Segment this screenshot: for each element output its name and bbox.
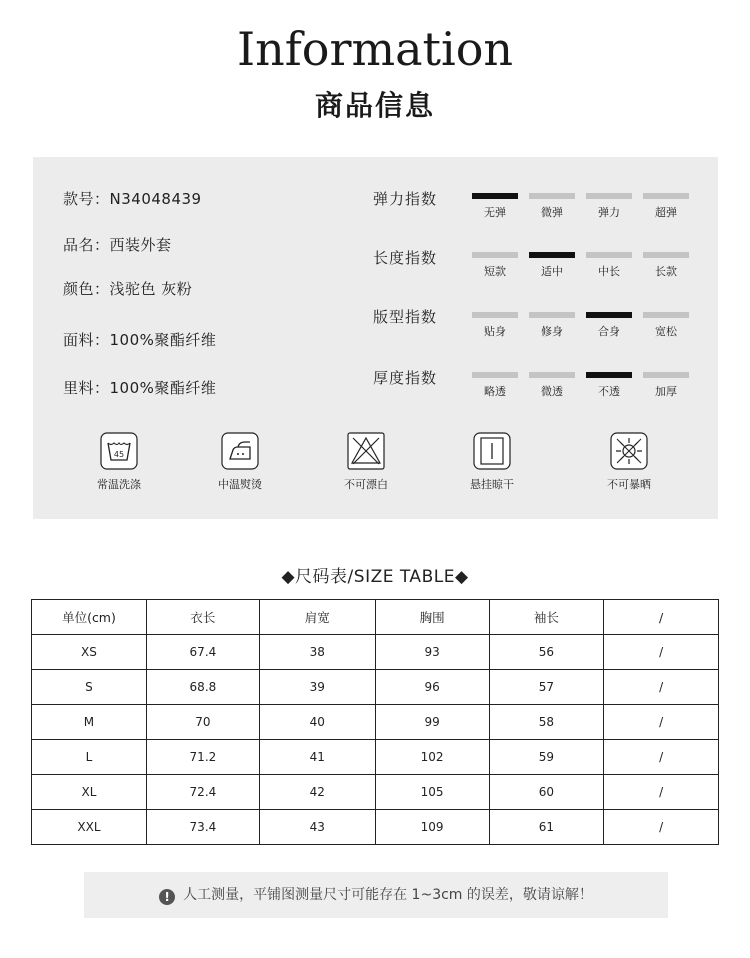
diamond-icon: ◆ [454, 567, 469, 587]
index-option-label: 微弹 [541, 206, 563, 219]
index-bar [472, 193, 518, 199]
table-cell: 39 [259, 670, 375, 705]
index-option-label: 微透 [541, 385, 563, 398]
table-cell: XL [32, 775, 147, 810]
field-color [63, 278, 192, 299]
diamond-icon: ◆ [281, 567, 296, 587]
table-row [32, 775, 719, 810]
elasticity-index-label: 弹力指数 [373, 190, 438, 208]
table-header-cell: / [604, 600, 719, 635]
table-cell: 105 [375, 775, 489, 810]
field-value: N34048439 [109, 190, 202, 208]
field-label: 品名： [63, 236, 110, 254]
index-bar [586, 372, 632, 378]
table-cell: XXL [32, 810, 147, 845]
table-cell: 73.4 [146, 810, 259, 845]
table-cell: 68.8 [146, 670, 259, 705]
index-bar [643, 252, 689, 258]
table-cell: 109 [375, 810, 489, 845]
table-cell: 40 [259, 705, 375, 740]
table-header-cell: 胸围 [375, 600, 489, 635]
index-option-label: 宽松 [655, 325, 677, 338]
field-label: 里料： [63, 379, 110, 397]
care-sun [579, 432, 679, 492]
index-option-label: 略透 [484, 385, 506, 398]
no-bleach-icon [347, 432, 385, 470]
index-bar [472, 372, 518, 378]
size-table-title-text: 尺码表/SIZE TABLE [295, 567, 455, 587]
exclamation-icon: ! [159, 889, 175, 905]
care-label: 中温熨烫 [218, 478, 262, 491]
field-value: 100%聚酯纤维 [109, 331, 217, 349]
index-option-label: 合身 [598, 325, 620, 338]
table-cell: 67.4 [146, 635, 259, 670]
index-bar [643, 312, 689, 318]
field-label: 面料： [63, 331, 110, 349]
index-option-label: 无弹 [484, 206, 506, 219]
field-label: 款号： [63, 190, 110, 208]
fit-index-label: 版型指数 [373, 308, 438, 326]
table-cell: 56 [489, 635, 604, 670]
table-cell: 96 [375, 670, 489, 705]
field-value: 100%聚酯纤维 [109, 379, 217, 397]
care-label: 常温洗涤 [97, 478, 141, 491]
table-cell: 72.4 [146, 775, 259, 810]
index-bar [586, 193, 632, 199]
table-cell: / [604, 635, 719, 670]
index-bar [472, 252, 518, 258]
care-label: 悬挂晾干 [470, 478, 514, 491]
table-cell: / [604, 775, 719, 810]
table-header-cell: 肩宽 [259, 600, 375, 635]
index-bar [529, 193, 575, 199]
field-label: 颜色： [63, 280, 110, 298]
table-cell: S [32, 670, 147, 705]
index-bar [643, 193, 689, 199]
table-cell: 57 [489, 670, 604, 705]
index-bar [643, 372, 689, 378]
index-bar [529, 252, 575, 258]
table-cell: 61 [489, 810, 604, 845]
hang-dry-icon [473, 432, 511, 470]
table-cell: 102 [375, 740, 489, 775]
wash-temp: 45 [113, 450, 125, 459]
index-option-label: 不透 [598, 385, 620, 398]
table-cell: 43 [259, 810, 375, 845]
size-table-title [0, 562, 750, 587]
index-bar [529, 372, 575, 378]
wash-45-icon [100, 432, 138, 470]
table-row [32, 810, 719, 845]
field-product-name [63, 234, 172, 255]
table-cell: 60 [489, 775, 604, 810]
index-bar [586, 312, 632, 318]
index-option-label: 加厚 [655, 385, 677, 398]
table-cell: XS [32, 635, 147, 670]
table-cell: / [604, 810, 719, 845]
care-iron [190, 432, 290, 492]
table-cell: 93 [375, 635, 489, 670]
table-row [32, 670, 719, 705]
table-cell: / [604, 670, 719, 705]
table-cell: 99 [375, 705, 489, 740]
care-bleach [316, 432, 416, 492]
table-row [32, 635, 719, 670]
field-style-number [63, 188, 202, 209]
notice-text: 人工测量，平铺图测量尺寸可能存在 1~3cm 的误差，敬请谅解！ [183, 887, 593, 903]
index-bar [472, 312, 518, 318]
table-row [32, 705, 719, 740]
table-cell: 59 [489, 740, 604, 775]
table-cell: 38 [259, 635, 375, 670]
iron-icon [221, 432, 259, 470]
care-hang-dry [442, 432, 542, 492]
title-english: Information [236, 22, 514, 76]
table-row [32, 740, 719, 775]
index-option-label: 短款 [484, 265, 506, 278]
field-lining [63, 377, 216, 398]
measurement-notice [84, 872, 668, 918]
table-cell: / [604, 705, 719, 740]
field-value: 西装外套 [109, 236, 172, 254]
table-header-cell: 袖长 [489, 600, 604, 635]
table-cell: 42 [259, 775, 375, 810]
table-header-cell: 单位(cm) [32, 600, 147, 635]
table-cell: / [604, 740, 719, 775]
table-cell: M [32, 705, 147, 740]
thickness-index-label: 厚度指数 [373, 369, 438, 387]
table-header-cell: 衣长 [146, 600, 259, 635]
field-value: 浅驼色 灰粉 [109, 280, 193, 298]
index-bar [529, 312, 575, 318]
product-info-panel [33, 157, 718, 519]
table-cell: 71.2 [146, 740, 259, 775]
table-cell: L [32, 740, 147, 775]
table-cell: 41 [259, 740, 375, 775]
table-cell: 58 [489, 705, 604, 740]
index-option-label: 超弹 [655, 206, 677, 219]
table-cell: 70 [146, 705, 259, 740]
index-option-label: 长款 [655, 265, 677, 278]
index-option-label: 中长 [598, 265, 620, 278]
index-option-label: 修身 [541, 325, 563, 338]
table-header-row [32, 600, 719, 635]
index-option-label: 弹力 [598, 206, 620, 219]
field-fabric [63, 329, 216, 350]
length-index-label: 长度指数 [373, 249, 438, 267]
title-chinese: 商品信息 [314, 89, 435, 122]
care-label: 不可暴晒 [607, 478, 651, 491]
care-label: 不可漂白 [344, 478, 388, 491]
index-bar [586, 252, 632, 258]
size-table [31, 599, 719, 845]
index-option-label: 贴身 [484, 325, 506, 338]
no-sun-icon [610, 432, 648, 470]
care-wash [69, 432, 169, 492]
index-option-label: 适中 [541, 265, 563, 278]
